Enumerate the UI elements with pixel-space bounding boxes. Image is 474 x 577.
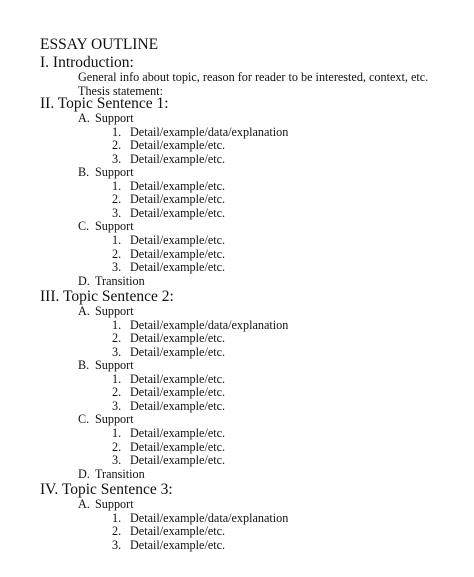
detail-item — [112, 539, 225, 551]
detail-item — [112, 332, 225, 344]
support-letter: C. — [78, 412, 90, 427]
detail-item — [112, 261, 225, 273]
section-heading: III. Topic Sentence 2: — [40, 288, 174, 305]
detail-number: 3. — [112, 453, 122, 468]
support-item — [78, 220, 134, 232]
detail-number: 1. — [112, 371, 122, 386]
detail-number: 3. — [112, 398, 122, 413]
support-letter: B. — [78, 358, 90, 373]
detail-number: 3. — [112, 205, 122, 220]
detail-text: Detail/example/etc. — [130, 385, 226, 400]
detail-text: Detail/example/etc. — [130, 192, 226, 207]
detail-item — [112, 193, 225, 205]
support-label: Support — [95, 358, 134, 373]
support-label: Support — [95, 497, 134, 511]
detail-item — [112, 427, 225, 439]
detail-text: Detail/example/etc. — [130, 331, 226, 346]
support-label: Transition — [95, 273, 145, 288]
detail-item — [112, 454, 225, 466]
detail-number: 1. — [112, 232, 122, 247]
support-item — [78, 166, 134, 178]
detail-item — [112, 234, 225, 246]
detail-text: Detail/example/data/explanation — [130, 510, 289, 525]
support-item — [78, 112, 134, 124]
detail-text: Detail/example/etc. — [130, 439, 226, 454]
detail-text: Detail/example/etc. — [130, 398, 226, 413]
detail-text: Detail/example/etc. — [130, 205, 226, 220]
detail-text: Detail/example/etc. — [130, 524, 226, 539]
detail-text: Detail/example/etc. — [130, 138, 226, 153]
detail-item — [112, 441, 225, 453]
support-label: Support — [95, 165, 134, 180]
support-letter: D. — [78, 466, 90, 481]
section-heading: II. Topic Sentence 1: — [40, 95, 169, 112]
support-letter: B. — [78, 165, 90, 180]
detail-text: Detail/example/data/explanation — [130, 124, 289, 139]
detail-number: 2. — [112, 439, 122, 454]
support-label: Support — [95, 412, 134, 427]
detail-text: Detail/example/etc. — [130, 344, 226, 359]
support-letter: C. — [78, 219, 90, 234]
detail-text: Detail/example/etc. — [130, 232, 226, 247]
detail-text: Detail/example/etc. — [130, 453, 226, 468]
detail-number: 2. — [112, 331, 122, 346]
section-heading: IV. Topic Sentence 3: — [40, 481, 173, 498]
support-letter: A. — [78, 111, 90, 125]
detail-item — [112, 139, 225, 151]
support-label: Support — [95, 219, 134, 234]
detail-item — [112, 400, 225, 412]
detail-text: Detail/example/etc. — [130, 151, 226, 166]
detail-text: Detail/example/etc. — [130, 178, 226, 193]
detail-number: 2. — [112, 192, 122, 207]
intro-text: Thesis statement: — [78, 83, 163, 98]
support-letter: D. — [78, 273, 90, 288]
detail-number: 1. — [112, 510, 122, 525]
detail-item — [112, 180, 225, 192]
support-item — [78, 468, 145, 480]
support-item — [78, 413, 134, 425]
support-label: Support — [95, 111, 134, 125]
support-item — [78, 275, 145, 287]
page-title: ESSAY OUTLINE — [40, 36, 159, 53]
detail-item — [112, 126, 288, 138]
detail-item — [112, 386, 225, 398]
detail-item — [112, 319, 288, 331]
detail-text: Detail/example/etc. — [130, 246, 226, 261]
support-letter: A. — [78, 304, 90, 318]
detail-number: 2. — [112, 524, 122, 539]
detail-item — [112, 153, 225, 165]
detail-number: 3. — [112, 344, 122, 359]
detail-number: 3. — [112, 260, 122, 275]
detail-item — [112, 512, 288, 524]
support-label: Transition — [95, 466, 145, 481]
detail-number: 1. — [112, 178, 122, 193]
support-item — [78, 305, 134, 317]
detail-item — [112, 373, 225, 385]
detail-number: 2. — [112, 385, 122, 400]
support-item — [78, 498, 134, 510]
detail-number: 2. — [112, 246, 122, 261]
support-letter: A. — [78, 497, 90, 511]
detail-text: Detail/example/etc. — [130, 260, 226, 275]
detail-text: Detail/example/etc. — [130, 537, 226, 552]
detail-number: 1. — [112, 124, 122, 139]
detail-item — [112, 248, 225, 260]
detail-number: 1. — [112, 425, 122, 440]
detail-number: 3. — [112, 151, 122, 166]
detail-number: 2. — [112, 138, 122, 153]
section-heading: I. Introduction: — [40, 54, 134, 71]
detail-text: Detail/example/data/explanation — [130, 317, 289, 332]
detail-number: 3. — [112, 537, 122, 552]
detail-text: Detail/example/etc. — [130, 425, 226, 440]
detail-item — [112, 207, 225, 219]
detail-item — [112, 525, 225, 537]
detail-item — [112, 346, 225, 358]
support-item — [78, 359, 134, 371]
support-label: Support — [95, 304, 134, 318]
detail-number: 1. — [112, 317, 122, 332]
intro-text: General info about topic, reason for reader to be interested, context, etc. — [78, 70, 429, 84]
detail-text: Detail/example/etc. — [130, 371, 226, 386]
